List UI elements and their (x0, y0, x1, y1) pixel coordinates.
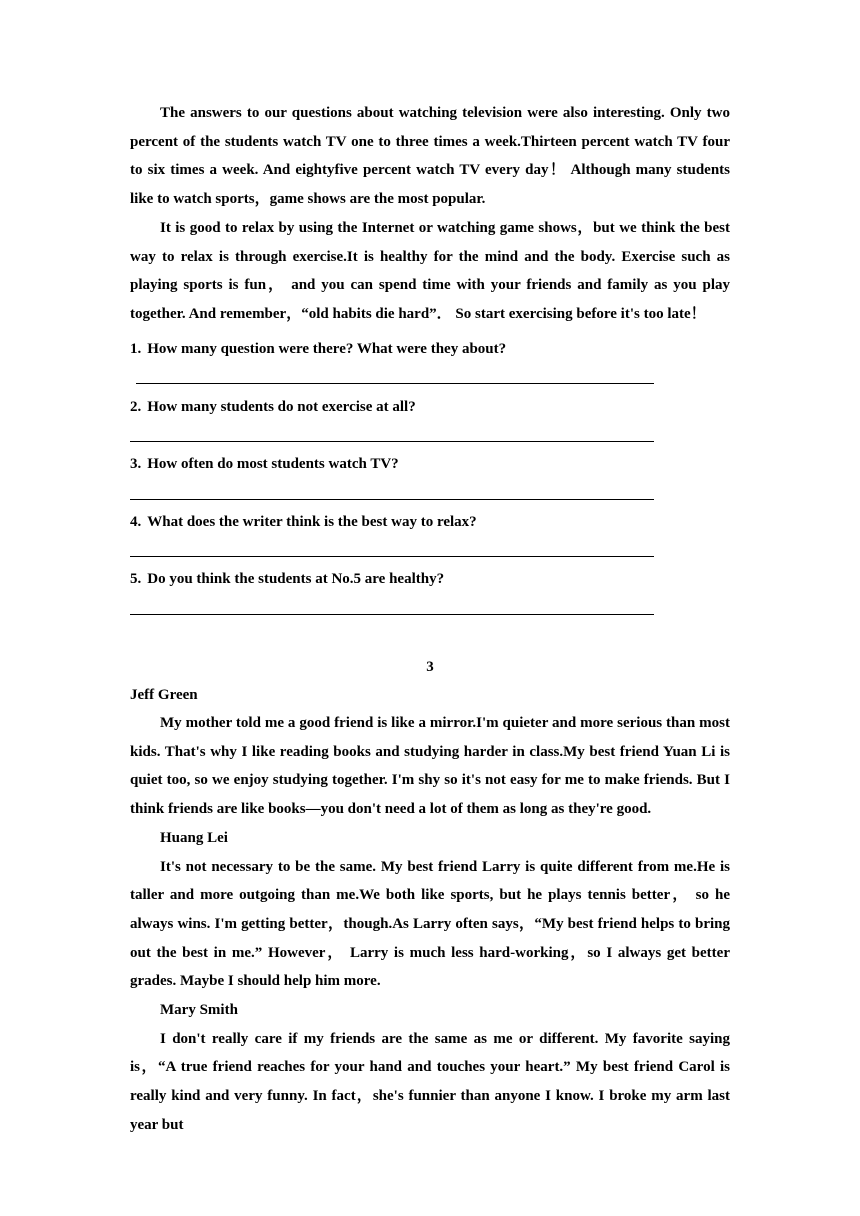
section-number: 3 (426, 659, 434, 675)
question-number: 4. (130, 514, 142, 530)
question-number: 5. (130, 571, 142, 587)
question-text: Do you think the students at No.5 are healthy? (147, 571, 445, 587)
question-number: 2. (130, 399, 142, 415)
paragraph-tv-answers: The answers to our questions about watching television were also interesting. Only two percent of the students watch TV one to three times a week.Thirteen percent watch TV four to six times a week. And eightyfive percent watch TV every day！ Although many students like to watch sports，game shows are the most popular. (130, 105, 730, 208)
author-name-jeff: Jeff Green (130, 687, 198, 703)
question-3 (130, 454, 730, 474)
question-1 (130, 339, 730, 359)
answer-line-2[interactable] (130, 441, 654, 442)
question-2 (130, 397, 730, 417)
author-name-huang: Huang Lei (160, 829, 228, 846)
question-text: How many students do not exercise at all? (147, 399, 416, 415)
question-text: How often do most students watch TV? (147, 456, 399, 472)
question-number: 3. (130, 456, 142, 472)
paragraph-mary: I don't really care if my friends are the same as me or different. My favorite saying is，“A true friend reaches for your hand and touches your heart.” My best friend Carol is really kind and very funny. In fact，she's funnier than anyone I know. I broke my arm last year but (130, 1030, 730, 1133)
paragraph-relax-exercise: It is good to relax by using the Internet or watching game shows，but we think the best way to relax is through exercise.It is healthy for the mind and the body. Exercise such as playing sports is fun， and you can spend time with your friends and family as you play together. And remember，“old habits die hard”． So start exercising before it's too late！ (130, 219, 730, 322)
reading-passage-end (130, 99, 730, 329)
answer-line-3[interactable] (130, 499, 654, 500)
reading-passage-friends (130, 709, 730, 1140)
question-4 (130, 512, 730, 532)
paragraph-jeff: My mother told me a good friend is like a mirror.I'm quieter and more serious than most kids. That's why I like reading books and studying harder in class.My best friend Yuan Li is quiet too, so we enjoy studying together. I'm shy so it's not easy for me to make friends. But I think friends are like books—you don't need a lot of them as long as they're good. (130, 715, 730, 818)
question-text: How many question were there? What were they about? (147, 341, 507, 357)
answer-line-1[interactable] (136, 383, 654, 384)
paragraph-huang: It's not necessary to be the same. My best friend Larry is quite different from me.He is taller and more outgoing than me.We both like sports, but he plays tennis better， so he always wins. I'm getting better，though.As Larry often says，“My best friend helps to bring out the best in me.” However， Larry is much less hard-working，so I always get better grades. Maybe I should help him more. (130, 858, 730, 990)
question-text: What does the writer think is the best way to relax? (147, 514, 477, 530)
author-name-mary: Mary Smith (160, 1002, 238, 1019)
question-5 (130, 569, 730, 589)
answer-line-4[interactable] (130, 556, 654, 557)
question-number: 1. (130, 341, 142, 357)
answer-line-5[interactable] (130, 614, 654, 615)
